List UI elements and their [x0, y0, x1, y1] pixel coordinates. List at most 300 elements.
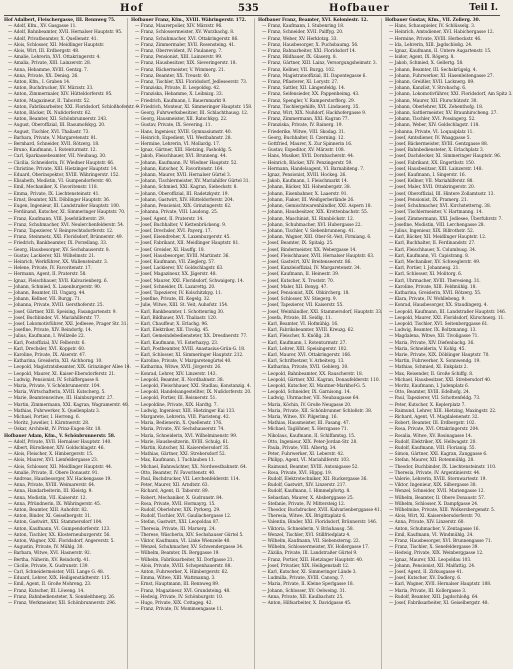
- directory-entry: — Ludmilla, Private, XVIII. Canong. 7.: [262, 576, 345, 582]
- directory-entry: — Friedrich, Monteur, XI. Simmeringer Hauptstr. 158.: [135, 104, 253, 110]
- directory-entry: — Franz, Schlossermeister, XV. Wurzbachg. 8.: [135, 30, 235, 36]
- directory-entry: — Franz, Kutscher, III. Löweng. 14.: [8, 588, 85, 594]
- directory-entry: — Adolf, Private, XVII. Hernalser Hauptstr. 140.: [8, 439, 112, 445]
- directory-entry: — Johann, Lokomotivführer, XXI. Floridsdorf, Am Spitz 3.: [389, 92, 513, 98]
- directory-entry: — Magdalena, Witwe, XII. Tivoligasse 71.: [389, 334, 479, 340]
- directory-entry: — Leopold, Beamter, II. Nordbahnstr. 38.: [135, 377, 224, 383]
- directory-entry: — Andreas, Hausbesorger, XV. Hackengasse 19.: [8, 477, 112, 483]
- directory-entry: — Isidor, Agent, IX. Rögerg. 8.: [389, 55, 455, 61]
- directory-entry: — Michael, Taglöhner, X. Herzgasse 71.: [262, 427, 348, 433]
- directory-entry: — Amalie, Private, II. Obere Donaustr. 91.: [8, 470, 99, 476]
- directory-entry: — Theodor, Buchdrucker, XVII. Kalvarienberggasse 41.: [262, 508, 382, 514]
- directory-entry: — Ernst, Beamter, XIX. Döblinger Hauptstr. 36.: [8, 197, 111, 203]
- column-4: [385, 18, 513, 669]
- directory-entry: — Oskar, Architekt, IV. Prinz-Eugen-Str. 18.: [8, 427, 102, 433]
- directory-entry: — Leopold, Maurer, XI. Kaiser-Ebersdorferstr. 21.: [8, 371, 116, 377]
- directory-entry: — Anton, Gastwirt, XXI. Stammersdorf 104.: [8, 520, 103, 526]
- entry-heading: Hofbauer Gustav, Kfm., VII. Zollerg. 30.: [385, 18, 481, 23]
- directory-entry: — Max, Reisender, II. Große Schiffg. 8.: [389, 371, 474, 377]
- directory-entry: — Adolf, Privatbeamter, X. Quellenstr. 41.: [8, 36, 98, 42]
- directory-entry: — Josef, Hausbesitzer, XIII. Lainzerstr. 148.: [389, 166, 483, 172]
- directory-entry: — Karl, Postoffizial, XV. Felberstr. 6.: [8, 340, 86, 346]
- directory-entry: — Emil, Kaufmann, VI. Windmühlg. 24.: [389, 532, 474, 538]
- directory-entry: — Maria, Witwe, XV. Pilgerimg. 16.: [262, 415, 338, 420]
- directory-entry: — Heinrich, Amtsdiener, XVI. Habichergasse 12.: [389, 30, 494, 36]
- directory-entry: — Karl, Fleischhauer, X. Columbusg. 34.: [389, 247, 477, 253]
- directory-entry: — Viktor, Kaufmann, VI. Linke Wienzeile 48.: [135, 539, 231, 545]
- directory-entry: — Johann, Schuhmacher, XVI. Hubergasse 22.: [262, 222, 362, 228]
- directory-entry: — Eduard, Lehrer, XIX. Heiligenstädterstr. 115.: [8, 576, 111, 582]
- directory-entry: — Franz, Steinmetz, XXI. Floridsdorf, Brünnerstr. 49.: [8, 235, 123, 241]
- directory-entry: — Alois, Maurer, XVI. Lienfeldergasse 23.: [8, 458, 99, 464]
- directory-entry: — Maria, Private, XII. Schönbrunner Schloßstr. 38.: [262, 408, 373, 414]
- directory-entry: — Richard, Agent, II. Taborstr. 89.: [135, 489, 209, 495]
- directory-entry: — Josef, Agent, II. Zirkusgasse 41.: [389, 570, 464, 576]
- directory-entry: — August, Tischler, XVI. Thaliastr. 73.: [8, 129, 90, 135]
- directory-entry: — Franz, Zimmermaler, XVII. Rosensteing. 41.: [135, 42, 236, 48]
- directory-entry: — Franz, Weber, XV. Herklotzg. 33.: [262, 36, 338, 42]
- directory-entry: — Anton, Wagner, XXI. Floridsdorf, Angererstr. 5.: [8, 539, 115, 545]
- directory-entry: — Johann, Kaufmann, IV. Wiedner Hauptstr. 52.: [135, 160, 238, 166]
- directory-entry: — August, Oberoffizial, III. Rasumofskyg. 20.: [8, 123, 106, 129]
- directory-entry: — Wilhelm, Schlossermeister, XV. Hollergasse 17.: [262, 545, 370, 551]
- directory-entry: — Josef, Bindermeister, XX. Webergasse 14.: [262, 247, 357, 253]
- directory-entry: — Wilhelm, Beamter, IX. Berggasse 19.: [135, 551, 220, 557]
- directory-entry: — Leopoldine, Private, XIX. Hardtg. 7.: [135, 402, 218, 408]
- directory-entry: — Karl, Drechsler, XVI. Koppstr. 60.: [8, 346, 86, 352]
- directory-entry: — Josef, Kaufmann, VII. Zieglerg. 57.: [135, 259, 216, 265]
- directory-entry: — Stefan, Maurer, XII. Rotenmühlg. 28.: [389, 458, 475, 464]
- directory-entry: — Maria, Private, XIV. Diefenbachg. 36.: [389, 340, 475, 346]
- directory-entry: — Anton, Tischler, XX. Klosterneuburgerstr. 56.: [8, 532, 111, 538]
- directory-entry: — Albert, Bürodiener, XIV. Goldschlagstr. 46.: [8, 446, 105, 452]
- directory-entry: — Jakob, Kaufmann, I. Fleischmarkt 14.: [262, 179, 349, 185]
- directory-entry: — Anna, Hebamme, XVIII. Gentzg. 7.: [8, 67, 89, 73]
- directory-entry: — Johann, Tischlermeister, XV. Mariahilfer Gürtel 31.: [135, 179, 250, 185]
- directory-entry: — Raimund, Beamter, XVIII. Antonigasse 52.: [262, 464, 359, 470]
- directory-entry: — Franz, Tischler, XXI. Floridsdorf, Jedleseerstr. 73.: [135, 80, 248, 86]
- directory-entry: — Rudolf, Elektrotechniker, XII. Ruckergasse 36.: [262, 477, 368, 483]
- directory-entry: — Simon, Gärtner, XXI. Kagran, Zanggasse 6.: [389, 452, 488, 458]
- directory-entry: — Franz, Hausbesorger, XVI. Brunnengasse 71.: [389, 539, 492, 545]
- directory-entry: — Anton, Fabriksarbeiter, XXI. Floridsdorf, Schloßhoferstr. 9.: [8, 104, 141, 110]
- directory-entry: — Konrad, Lehrer, XIV. Linzerstr. 143.: [135, 371, 217, 377]
- directory-entry: — Josef, Beamter, IX. Spitalg. 25.: [262, 241, 334, 247]
- directory-entry: — Jakob, Fleischhauer, XVI. Brunneng. 44.: [135, 154, 227, 160]
- directory-entry: — Karoline, Private, IX. Alserstr. 47.: [8, 352, 86, 358]
- directory-entry: — Bernhard, Schneider, XVII. Rötzerg. 18.: [8, 142, 100, 148]
- directory-entry: — Karl, Mechaniker, XV. Schweglerstr. 49.: [389, 259, 481, 265]
- directory-entry: — Johann, Greißler, XVII. Lacknerg. 89.: [389, 80, 475, 86]
- directory-entry: — Maria, Bedienerin, X. Quellenstr. 176.: [135, 421, 223, 427]
- directory-entry: — Jakob, Schmied, X. Gellertg. 58.: [389, 61, 464, 67]
- directory-entry: — Heinrich, Bäcker, XIV. Penzingerstr. 59.: [262, 160, 353, 166]
- directory-entry: — Josef, Maurer, XXI. Floridsdorf, Schwaigerg. 14.: [135, 278, 245, 284]
- directory-entry: — Maria, Private, XV. Sechshauserstr. 74.: [135, 427, 225, 433]
- directory-entry: — Ludwig, Uhrmacher, VII. Neubaugasse 64.: [262, 396, 360, 402]
- directory-entry: — Johanna, Private, VIII. Laudong. 25.: [135, 210, 218, 216]
- directory-entry: — Hans, Musiker, XVII. Dornbacherstr. 44.: [262, 154, 355, 160]
- directory-entry: — Gottfried, Maurer, X. Zur Spinnerin 16.: [262, 142, 353, 148]
- directory-entry: — Sebastian, Maurer, X. Absberggasse 25.: [262, 495, 354, 501]
- directory-entry: — Zäzilia, Private, III. Landstraßer Gürtel 9.: [262, 551, 358, 557]
- directory-entry: — Maria, Private, III. Kollergasse 3.: [389, 588, 467, 594]
- directory-entry: — Rudolf, Oberlehrer, XIX. Pyrkerg. 29.: [135, 508, 221, 514]
- directory-entry: — Franz, Wirt, XIX. Nußdorf, Hackhofergasse 9.: [262, 111, 367, 117]
- directory-entry: — Josef, Dachdecker, XI. Simmeringer Hauptstr. 96.: [389, 154, 502, 160]
- directory-entry: — Paula, Private, VIII. Albertg. 34.: [262, 446, 337, 452]
- directory-entry: — Ignaz, Fleischhauer, XVII. Kalvarienberg. 6.: [8, 278, 108, 284]
- directory-entry: — Franz, Kellner, VII. Burgg. 102.: [262, 67, 336, 73]
- directory-entry: — Michael, Bahnwächter, XX. Nordwestbahnstr. 64.: [135, 464, 247, 470]
- directory-entry: — Karl, Schlosser, XI. Simmeringer Hauptstr. 212.: [135, 352, 244, 358]
- directory-entry: — Franz, Bahnarbeiter, XXI. Floridsdorf 14.: [262, 49, 357, 55]
- directory-entry: — Stefanie, Private, IV. Mittersteig 12.: [262, 501, 346, 507]
- directory-entry: — Otto, Beamter, XVIII. Edelhofg. 24.: [389, 390, 470, 396]
- directory-entry: — Johann, Maschinist, XI. Rinnböckstr. 12.: [262, 216, 355, 222]
- directory-entry: — Josef, Kaufmann, I. Singerstr. 16.: [389, 173, 466, 179]
- directory-entry: — Josef, Tapezierer, VII. Kaiserstr. 55.: [262, 303, 344, 309]
- directory-entry: — Ludwig, Ingenieur, XIII. Hietzinger Kai 133.: [135, 408, 236, 414]
- directory-entry: — Johann, Wagner, XIII. Ober-St.-Veit, Firmiang. 6.: [262, 235, 372, 241]
- directory-entry: — Anna, Private, XIV. Linzerstr. 60.: [389, 520, 465, 526]
- directory-entry: — Paul, Buchdrucker, VII. Lerchenfelderstr. 114.: [135, 477, 240, 483]
- directory-entry: — Josef, Maler, XVII. Ottakringerstr. 20.: [389, 185, 476, 191]
- directory-entry: — Cäcilia, Schneiderin, IV. Wiedner Hauptstr. 66.: [8, 160, 115, 166]
- directory-entry: — Rudolf, Tischler, XVI. Gaullachergasse 12.: [135, 514, 232, 520]
- directory-entry: — Johann, Maurer, XII. Flurschützstr. 30.: [389, 98, 478, 104]
- directory-entry: — Karl, Fleischer, X. Knöllg. 28.: [262, 334, 331, 340]
- directory-entry: — Johann, Schmied, XXI. Kagran, Siebeckstr. 8.: [135, 185, 238, 191]
- directory-columns: [4, 18, 513, 669]
- directory-entry: — Hermine, Private, XVIII. Herbeckstr. 46.: [389, 36, 482, 42]
- directory-entry: — Johann, Oberoffizial, III. Radetzkystr. 19.: [135, 191, 229, 197]
- directory-entry: — Josef, Amtsdiener, IV. Waaggasse 5.: [389, 135, 471, 141]
- directory-entry: — Josef, Pensionist, IX. Pramerg. 21.: [389, 197, 468, 203]
- directory-entry: — Wilhelm, Fabriksarbeiter, XI. Dorfgasse 21.: [135, 557, 234, 563]
- directory-entry: — Anton, Hilfsarbeiter, X. Davidgasse 45.: [262, 601, 352, 607]
- directory-entry: — Josefine, Private, III. Kegelg. 32.: [135, 297, 211, 303]
- directory-entry: — Franz, Tischler, X. Senefeldergasse 39.: [389, 545, 479, 551]
- directory-entry: — Valerie, Lehrerin, XVIII. Sternwartestr. 19.: [389, 477, 487, 483]
- directory-entry: — Johann, Weber, XIV. Goldschlagstr. 118.: [389, 123, 480, 129]
- directory-entry: — Karl, Bildhauer, XVI. Thaliastr. 120.: [135, 315, 218, 321]
- directory-entry: — Alois, Wirt, III. Erdbergstr. 48.: [8, 49, 80, 55]
- directory-entry: — Peter, Fuhrwerker, XI. Leberstr. 42.: [262, 452, 345, 458]
- directory-entry: — Margarete, Lehrerin, VIII. Piaristeng. 42.: [135, 415, 230, 420]
- entry-heading: Hof Adalbert, Fleischergasse, III. Rennweg 75.: [4, 18, 116, 23]
- directory-entry: — Leopold, Gärtner, XXI. Kagran, Donaufelderstr. 110.: [262, 377, 380, 383]
- directory-entry: — Josef, Fabrikant, XII. Meidlinger Hauptstr. 81.: [135, 241, 240, 247]
- directory-entry: — Emil, Agent, II. Große Mohreng. 23.: [8, 582, 92, 588]
- directory-entry: — Johann, Pensionist, XII. Malfattig. 24.: [389, 563, 476, 569]
- directory-entry: — Marie, Private, XIX. Döblinger Hauptstr. 70.: [389, 352, 490, 358]
- directory-entry: — Josef, Eisendreher, X. Laxenburgerstr. 45.: [135, 235, 231, 241]
- header-left-word: Hof: [120, 3, 144, 14]
- directory-entry: — Johann, Gemischtwarenhändler, XXI. Aspern 18.: [262, 204, 372, 210]
- directory-entry: — Katharina, Witwe, XVII. Jörgerstr. 26.: [135, 365, 222, 371]
- directory-entry: — Karoline, Private, V. Margaretengürtel 40.: [135, 359, 232, 365]
- directory-entry: — Josef, Hausbesorger, XVIII. Martinstr. 36.: [135, 253, 230, 259]
- directory-entry: — Wenzel, Schneider, XVII. Mariengasse 12.: [389, 489, 485, 495]
- directory-entry: — Alois, Fleischer, X. Himbergerstr. 15.: [8, 452, 94, 458]
- directory-entry: — Johanna, Private, XVIII. Gersthoferstr. 25.: [8, 303, 104, 309]
- directory-entry: — Anton, Magazineur, II. Taborstr. 52.: [8, 98, 91, 104]
- directory-entry: — Barbara, Witwe, XVI. Hasnerstr. 92.: [8, 551, 92, 557]
- directory-entry: — Johann, Hausbesitzer, XIX. Krottenbachstr. 55.: [262, 210, 369, 216]
- directory-entry: — Ignaz, Maurer, XXI. Leopoldau 103.: [389, 557, 472, 563]
- directory-entry: — Josef, Drechsler, XVI. Payerg. 17.: [135, 228, 212, 234]
- directory-entry: — Alois, Schlosser, XII. Meidlinger Hauptstr. 44.: [8, 464, 113, 470]
- directory-entry: — Karl, Elektriker, XII. Tivolig. 45.: [135, 328, 210, 334]
- directory-entry: — Johann, Eisenbahner, X. Laaerstr. 91.: [262, 191, 348, 197]
- directory-entry: — Theresia, Private, III. Marxerg. 24.: [135, 526, 216, 532]
- directory-entry: — Karl, Schriftsetzer, V. Arbeiterg. 13.: [262, 359, 345, 365]
- part-label: Teil I.: [469, 3, 498, 13]
- directory-entry: — Martin, Kutscher, XI. Kaiserebersdorf 35.: [135, 446, 230, 452]
- directory-entry: — Rudolf, Kaufmann, VIII. Florianig. 55.: [389, 446, 476, 452]
- directory-entry: — Josef, Buchhalter, V. Kettenbrückeng. 9.: [135, 222, 227, 228]
- directory-entry: — Karl, Gemeindebediensteter, XX. Dresdnerstr. 77.: [135, 334, 248, 340]
- directory-entry: — Wilhelm, Beamter, II. Obere Donaustr. 57.: [389, 495, 486, 501]
- directory-entry: — Maria, Köchin, IV. Große Neugasse 20.: [262, 402, 352, 408]
- directory-entry: — Josef, Oberoffizial, III. Hintere Zollamtsstr. 13.: [389, 191, 495, 197]
- directory-entry: — Marie, Beamtenswitwe, III. Hainburgerstr. 27.: [8, 396, 114, 402]
- directory-entry: — Josef, Bahnbediensteter, X. Erlachplatz 3.: [389, 148, 485, 154]
- directory-entry: — Maria, Schneiderin, V. Kohlg. 45.: [389, 346, 466, 352]
- directory-entry: — Johann, Kanzlist, V. Strobachg. 6.: [389, 86, 467, 92]
- directory-entry: — Emma, Witwe, XIII. Wattmanng. 3.: [135, 576, 216, 582]
- directory-entry: — Hedwig, Private, IV. Schönburgstr. 10.: [135, 594, 224, 600]
- directory-entry: — Josef, Maler, XII. Bonyg. 47.: [262, 284, 328, 290]
- directory-entry: — Therese, Wäscherin, XIV. Sechshauser Gürtel 5.: [135, 532, 244, 538]
- directory-entry: — Friedrich, Bankbeamter, IX. Porzellang. 33.: [8, 241, 108, 247]
- directory-entry: — Carl, Schneidermeister, VIII. Lange G. 48.: [8, 570, 105, 576]
- directory-entry: — Rosalia, Witwe, XV. Rosinagasse 14.: [389, 433, 473, 439]
- directory-entry: — Leopold, Schneider, IX. Garnisong. 14.: [262, 390, 351, 396]
- directory-entry: — Leopold, Kaufmann, III. Landstraßer Hauptstr. 146.: [389, 309, 507, 315]
- directory-entry: — Anna, Private, XVIII. Weimarerstr. 64.: [8, 483, 96, 489]
- directory-entry: — Wenzel, Schuhmacher, XV. Schwendergasse 34.: [135, 545, 244, 551]
- directory-entry: — Karl, Fabriksbeamter, XVIII. Kreuzg. 62.: [262, 328, 355, 334]
- directory-entry: — Anna, Handarbeiterin, III. Kleistg. 9.: [8, 489, 93, 495]
- directory-entry: — Rudolf, Elektriker, XX. Hellwagstr. 20.: [389, 439, 477, 445]
- directory-entry: — Leopold, Kutscher, XI. Mautner-Markhof-G. 5.: [262, 383, 367, 389]
- directory-entry: — Franziska, Private, II. Leopoldsg. 42.: [135, 86, 221, 92]
- directory-entry: — Wilhelmine, Private, XIII. Wolkersbergenstr. 5.: [389, 508, 496, 514]
- directory-entry: — Raimund, Lehrer, XIII. Hietzing, Maxingstr. 22.: [389, 408, 497, 414]
- directory-entry: — Josef, Pensionist, XIX. Obkircherg. 18.: [262, 290, 350, 296]
- directory-entry: — Josef, Bäckermeister, XVIII. Gentzgasse 88.: [389, 142, 489, 148]
- directory-entry: — Valentin, Binder, XXI. Floridsdorf, Brünnerstr. 146.: [262, 520, 378, 526]
- directory-entry: — Franz, Spengler, V. Ramperstorfferg. 29.: [262, 98, 356, 104]
- directory-entry: — Josef, Fabriksarbeiter, XI. Geiselbergstr. 48.: [389, 601, 489, 607]
- directory-entry: — Moritz, Kaufmann, I. Judenplatz 6.: [389, 383, 470, 389]
- directory-entry: — Leopold, Tischler, XVI. Seitenberggasse 61.: [389, 321, 489, 327]
- directory-entry: — Josef, Gärtner, XIII. Speising, Fasangartenstr. 9.: [8, 309, 117, 315]
- directory-entry: — Josef, Tapezierer, IV. Kolschitzkyg. 11.: [135, 290, 223, 296]
- directory-entry: — Theresia, Private, IV. Argentinierstr. 44.: [389, 470, 481, 476]
- directory-entry: — Hugo, Private, XIX. Cottageg. 42.: [135, 601, 213, 607]
- directory-entry: — Josef, Kanzleioffizial, IV. Margaretenstr. 34.: [262, 266, 361, 272]
- directory-entry: — Franziska, Hebamme, X. Leibnizg. 33.: [135, 92, 223, 98]
- directory-entry: — Martin, Zimmermann, XXI. Kagran, Wagramerstr. 40.: [8, 402, 129, 408]
- entry-heading: Hofbauer Franz, Beamter, XVI. Koloniestr. 12.: [258, 18, 368, 23]
- directory-entry: — Hans, Schauspieler, IV. Schlüsselg. 3.: [389, 24, 476, 30]
- directory-entry: — Franz, Seifensieder, XX. Pappenheimg. 43.: [262, 92, 360, 98]
- directory-entry: — Anna, Modistin, VII. Kaiserstr. 12.: [8, 495, 87, 501]
- directory-entry: — Johann, Oberlehrer, XIX. Zehenthofg. 18.: [389, 104, 484, 110]
- directory-entry: — Johann, Schmied, X. Laxenburgerstr. 90.: [8, 284, 102, 290]
- directory-entry: — Josef, Buchbinder, VI. Mariahilferstr. 77.: [8, 315, 101, 321]
- directory-entry: — Franz, Oberrevident, IV. Paulanerg. 7.: [135, 49, 223, 55]
- directory-entry: — Leopold, Maurer, XXI. Floridsdorf, Kürschnerg. 11.: [389, 315, 505, 321]
- directory-entry: — Friedrich, Kaufmann, I. Bauernmarkt 9.: [135, 98, 227, 104]
- directory-entry: — Johann, Tischler, V. Siebenbrunneng. 41.: [262, 228, 356, 234]
- directory-entry: — Georg, Hausbesorger, XV. Sechshauserstr. 8.: [8, 247, 110, 253]
- directory-entry: — Karl, Bankbeamter, I. Schottenring 30.: [135, 309, 225, 315]
- directory-entry: — Leopold, Bahnbeamter, XX. Rauscherstr. 18.: [262, 371, 364, 377]
- directory-entry: — Hermine, Lehrerin, VI. Mollardg. 17.: [135, 142, 221, 148]
- directory-entry: — Leopold, Handelsangestellter, IX. Nußdorferstr. 20.: [135, 390, 252, 396]
- directory-entry: — Carl, Sparkassebeamter, VII. Neubaug. 30.: [8, 154, 107, 160]
- directory-entry: — Franz, Kaufmann, I. Stubenring 18.: [262, 24, 345, 30]
- directory-entry: — Josef, Fleischhauer, XVII. Hernalser Hauptstr. 63.: [262, 253, 375, 259]
- directory-entry: — Franz, Kaufmann, VIII. Josefstädterstr. 29.: [8, 216, 106, 222]
- directory-entry: — Johann, Schlosser, XV. Oelweing. 31.: [262, 588, 347, 594]
- directory-entry: — Franz, Hausbesorger, X. Puchsbaumg. 56.: [262, 42, 359, 48]
- directory-entry: — Max, Kaufmann, I. Tuchlauben 11.: [135, 458, 216, 464]
- directory-entry: — Maria, Schneiderin, XVI. Wilhelminenstr. 99.: [135, 433, 238, 439]
- directory-entry: — Julius, Ingenieur, XIX. Billrothstr. 52.: [389, 228, 475, 234]
- directory-entry: — Franz, Magazineur, XVI. Grundsteing. 48.: [135, 588, 231, 594]
- directory-entry: — Johann, Fiaker, III. Weißgerberlände 26.: [262, 197, 355, 203]
- directory-entry: — Karl, Uhrmacher, XVIII. Theresieng. 31.: [389, 278, 481, 284]
- directory-entry: — Anton, Zimmermaler, XIV. Hütteldorferstr. 95.: [8, 92, 113, 98]
- directory-entry: — Leopold, Fleischhauer, XXI. Stadlau, Konstanzig. 4.: [135, 383, 251, 389]
- directory-entry: — Josef, Magazineur, XX. Jägerstr. 48.: [135, 272, 217, 278]
- directory-entry: — Katharina, Private, XVII. Geblerg. 30.: [262, 365, 349, 371]
- directory-entry: — Theresia, Witwe, XX. Brigittaplatz 6.: [262, 514, 347, 520]
- directory-entry: — Franz, Magistratsoffizial, III. Dapontegasse 6.: [262, 73, 367, 79]
- directory-entry: — Ida, Lehrerin, XIII. Jagdschloßg. 24.: [389, 42, 473, 48]
- directory-entry: — Franziska, Private, IV. Rainerg. 19.: [262, 123, 343, 129]
- directory-entry: — Anton, Binder, XI. Geiselbergstr. 31.: [8, 514, 92, 520]
- directory-entry: — Johann, Pensionist, XIX. Grinzingerstr. 62.: [135, 204, 232, 210]
- directory-entry: — Wilhelm, Kaufmann, VII. Siebensterng. 22.: [262, 539, 360, 545]
- directory-entry: — Mathias, Hausmeister, III. Fasang. 47.: [262, 421, 350, 427]
- directory-entry: — Josef, Kaufmann, II. Heinestr. 39.: [262, 272, 340, 278]
- directory-entry: — Alois, Private, XVIII. Schopenhauerstr. 88.: [135, 563, 232, 569]
- directory-entry: — Gustav, Private, IX. Severing. 11.: [135, 123, 212, 129]
- column-1: [4, 18, 141, 669]
- directory-entry: — Elisabeth, Modistin, VI. Gumpendorferstr. 40.: [8, 179, 113, 185]
- directory-entry: — Rosa, Private, XVI. Hippg. 19.: [262, 470, 332, 476]
- directory-entry: — Gustav, Expeditor, XV. Märzstr. 108.: [262, 148, 345, 154]
- directory-entry: — Karl, Buchhalter, II. Ferdinandstr. 27.: [389, 241, 476, 247]
- directory-entry: — Anton, Kfm., I. Graben 14.: [8, 80, 71, 86]
- directory-entry: — Ernst, Hauptmann, III. Rennweg 89.: [135, 582, 220, 588]
- directory-entry: — Martin, Fuhrwerker, X. Sonnwendg. 19.: [389, 359, 481, 365]
- directory-entry: — Karl, Schlosser, XI. Molitorg. 6.: [389, 272, 463, 278]
- directory-entry: — Karoline, Private, XIII. Feldmühlg. 18.: [389, 284, 477, 290]
- directory-entry: — Franz, Maurerpolier, XIV. Märzstr. 96.: [135, 24, 223, 30]
- directory-entry: — Franz, Bäckermeister, V. Wimmerg. 21.: [135, 67, 226, 73]
- directory-entry: — Georg, Buchhalter, II. Czerning. 12.: [262, 135, 345, 141]
- directory-entry: — Heinrich, Expedient, VII. Westbahnstr. 28.: [135, 135, 232, 141]
- directory-entry: — Heinrich, Werkführer, XX. Wallensteinstr. 3.: [8, 259, 109, 265]
- column-3: [258, 18, 382, 669]
- directory-entry: — Anton, Buchdrucker, XV. Märzstr. 33.: [8, 86, 94, 92]
- directory-entry: — Anna, Private, XII. Kaulbachstr. 25.: [262, 594, 344, 600]
- directory-entry: — Viktor, Ingenieur, XIX. Silbergasse 38.: [389, 483, 477, 489]
- directory-entry: — Adolf, Bahnbeamter, XVII. Hernalser Hauptstr. 95.: [8, 30, 123, 36]
- directory-entry: — Franz, Private, IV. Mommsengasse 11.: [135, 607, 224, 613]
- directory-entry: — Nikolaus, Kaufmann, II. Schiffamtsg. 15.: [262, 433, 356, 439]
- directory-entry: — Karl, Kutscher, XI. Simmeringer Lände 3.: [262, 570, 357, 576]
- directory-entry: — Rosa, Private, XVI. Ottakringerstr. 204.: [389, 427, 480, 433]
- directory-entry: — Josef, Kellner, VII. Mariahilferstr. 88.: [389, 179, 474, 185]
- directory-entry: — Rudolf, Beamter, XIII. Jagdschloßg. 64.: [389, 594, 479, 600]
- directory-entry: — Maria, Wirtschafterin, XVIII. Kutscherg. 5.: [8, 390, 106, 396]
- directory-entry: — Josef, Schlosser, XV. Stiegerg. 9.: [262, 297, 337, 303]
- directory-entry: — Rudolf, Gastwirt, XIV. Linzerstr. 217.: [262, 483, 347, 489]
- page-number: 535: [238, 3, 259, 14]
- directory-entry: — Karl, Maurer, XVI. Ottakringerstr. 166.: [262, 352, 352, 358]
- header-right-word: Hofbauer: [329, 3, 390, 14]
- directory-entry: — Karl, Chauffeur, X. Erlachg. 96.: [135, 321, 209, 327]
- directory-entry: — Karl, Lehrer, XIII. Speisingerstr. 102.: [262, 346, 348, 352]
- directory-entry: — Franz, Tapezierer, V. Reinprechtsdorferstr. 12.: [8, 228, 114, 234]
- directory-entry: — Johann, Tischler, XVI. Possingerg. 52.: [389, 117, 476, 123]
- directory-entry: — Katharina, Greislerin, XII. Aichhorng. 10.: [8, 359, 103, 365]
- directory-entry: — Anton, Schuhmacher, V. Zentagasse 16.: [389, 526, 480, 532]
- directory-entry: — Franz, Zimmermann, XXI. Kagran 77.: [262, 117, 349, 123]
- directory-entry: — Hermann, Handelsagent, VI. Barnabiteng. 7.: [262, 166, 365, 172]
- directory-entry: — Wilhelm, Schlosser, X. Dampfgasse 24.: [389, 501, 479, 507]
- directory-entry: — Karl, Kaufmann, VI. Esterhazyg. 23.: [135, 340, 219, 346]
- directory-entry: — Hermann, Agent, II. Praterstr. 58.: [8, 272, 87, 278]
- directory-entry: — Helene, Private, IV. Favoritenstr. 17.: [8, 266, 92, 272]
- directory-entry: — Josef, Kutscher, XV. Dadlerg. 6.: [389, 576, 462, 582]
- directory-entry: — Josefine, Private, XIV. Reindorfg. 14.: [8, 328, 93, 334]
- directory-entry: — Hedwig, Private, XIX. Weinberggasse 12.: [389, 551, 484, 557]
- directory-entry: — Otto, Beamter, IV. Favoritenstr. 40.: [135, 470, 216, 476]
- directory-entry: — Anna, Pfründnerin, IX. Währingerstr. 45.: [8, 501, 102, 507]
- page-header: [4, 3, 500, 16]
- directory-entry: — Karl, Wagner, XVII. Hernalser Hauptstr. 188.: [389, 582, 492, 588]
- directory-entry: — Ignaz, Pensionist, XVIII. Hockeg. 26.: [262, 173, 347, 179]
- directory-entry: — Franz, Hausbesitzer, XIX. Sieveringerstr. 18.: [135, 61, 237, 67]
- directory-entry: — Anton, Bäcker, IX. Nußdorferstr. 62.: [8, 111, 92, 117]
- directory-entry: — Bruno, Kaufmann, I. Rotenturmstr. 12.: [8, 148, 97, 154]
- directory-entry: — Amalie, Lehrerin, XVI. Ottakringerstr. 4.: [8, 55, 101, 61]
- directory-entry: — Josef, Kutscher, X. Troststr. 70.: [262, 278, 335, 284]
- directory-entry: — Robert, Beamter, III. Erdbergstr. 102.: [389, 421, 476, 427]
- directory-entry: — Richard, Agent, VI. Magdalenenstr. 32.: [389, 415, 479, 420]
- directory-entry: — Cäcilie, Private, X. Gudrunstr. 139.: [8, 563, 89, 569]
- directory-entry: — Josef, Gastwirt, XIV. Breitenseerstr. 86.: [262, 259, 352, 265]
- directory-entry: — Barbara, Private, V. Margaretenstr. 81.: [8, 135, 98, 141]
- directory-entry: — Karl, Kaufmann, I. Rotenturmstr. 27.: [262, 340, 347, 346]
- directory-entry: — Katharina, Greislerin, XVII. Rötzerg. 55.: [389, 290, 482, 296]
- directory-entry: — Philipp, Agent, VI. Mariahilferstr. 103.: [262, 458, 351, 464]
- directory-entry: — Georg, Hausmeister, XII. Ratschkyg. 22.: [135, 117, 228, 123]
- directory-entry: — Franz, Gärtner, XIII. Lainz, Versorgungsheimstr. 3.: [262, 61, 377, 67]
- directory-entry: — Josef, Privatier, XIX. Heiligenstadt 12.: [262, 563, 350, 569]
- directory-entry: — Karl, Portier, I. Johannesg. 21.: [389, 266, 460, 272]
- directory-entry: — Ignaz, Kaufmann, II. Untere Augartenstr. 15.: [389, 49, 492, 55]
